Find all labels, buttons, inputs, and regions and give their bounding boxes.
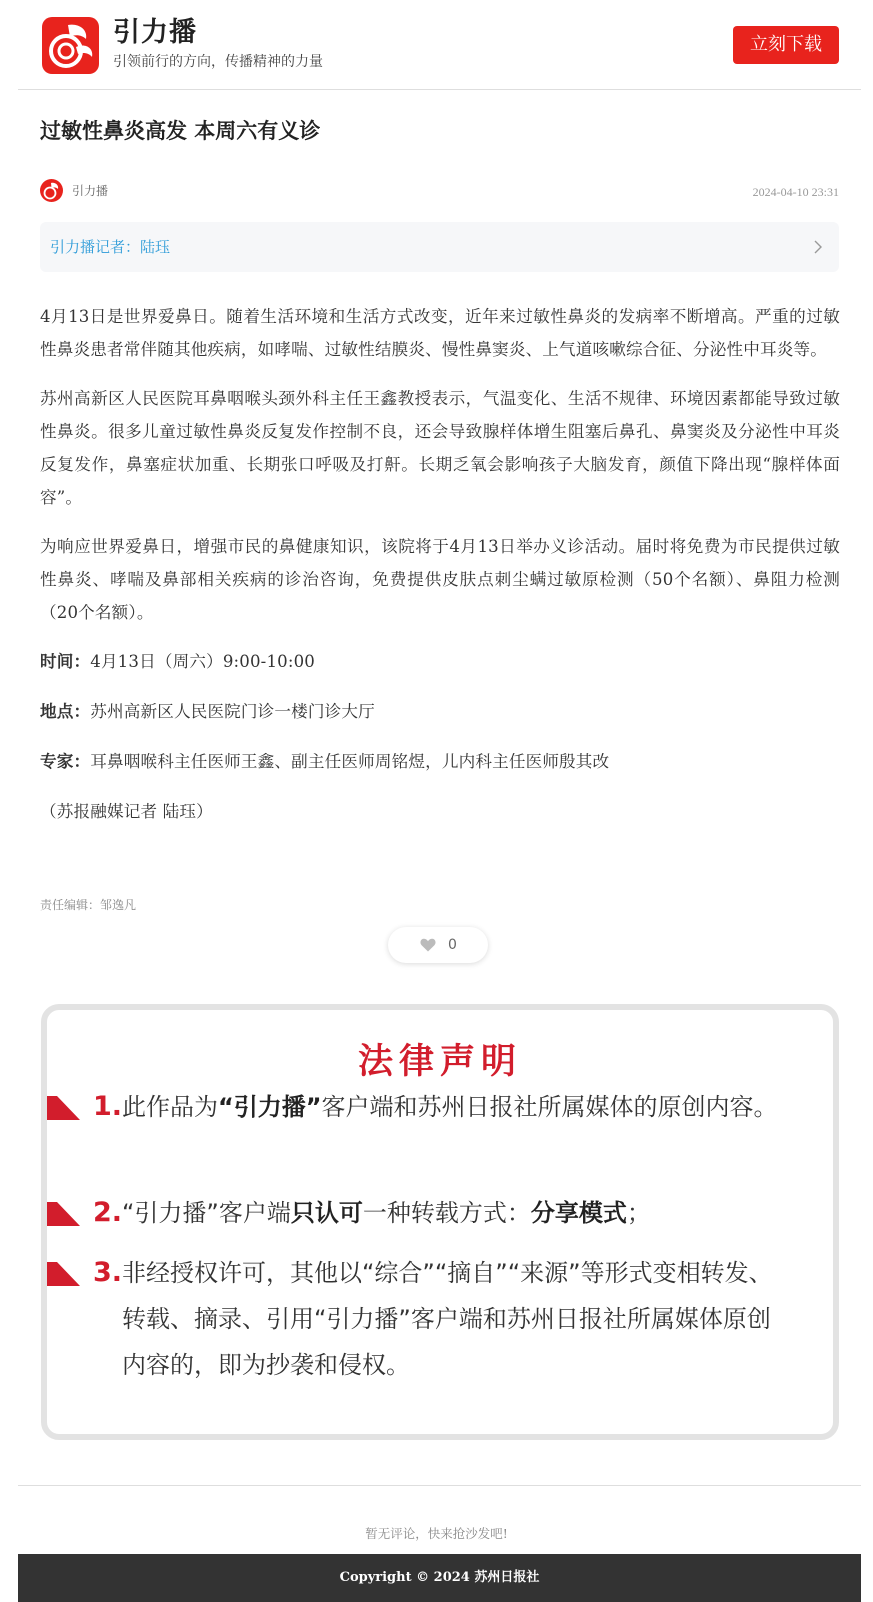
article-paragraph: 苏州高新区人民医院耳鼻咽喉头颈外科主任王鑫教授表示，气温变化、生活不规律、环境因素都能导致过敏性鼻炎。很多儿童过敏性鼻炎反复发作控制不良，还会导致腺样体增生阻塞后鼻孔、鼻窦炎及分泌性中耳炎反复发作，鼻塞症状加重、长期张口呼吸及打鼾。长期乏氧会影响孩子大脑发育，颜值下降出现“腺样体面容”。 (40, 389, 840, 507)
info-label: 专家： (40, 751, 91, 771)
legal-text-part: 一种转载方式： (362, 1199, 531, 1227)
like-count: 0 (448, 937, 457, 953)
footer-divider (18, 1485, 861, 1486)
red-flag-icon (47, 1202, 80, 1226)
yinlibo-logo-icon[interactable] (42, 17, 99, 74)
red-flag-icon (47, 1262, 80, 1286)
event-experts (40, 745, 840, 778)
download-button[interactable]: 立刻下载 (733, 26, 839, 64)
legal-notice-card (41, 1004, 839, 1440)
article-byline: （苏报融媒记者 陆珏） (40, 802, 213, 821)
publish-time: 2024-04-10 23:31 (752, 185, 839, 199)
legal-title: 法律声明 (357, 1042, 522, 1082)
legal-item-number: 1. (93, 1091, 123, 1122)
legal-text-part: 客户端和苏州日报社所属媒体的原创内容。 (321, 1093, 778, 1121)
legal-text-emphasis: “引力播” (218, 1093, 322, 1121)
article-body (40, 300, 840, 844)
info-label: 地点： (40, 701, 91, 721)
legal-text-emphasis: 分享模式 (530, 1199, 627, 1227)
brand-name: 引力播 (113, 17, 197, 48)
article-paragraph: 4月13日是世界爱鼻日。随着生活环境和生活方式改变，近年来过敏性鼻炎的发病率不断增高。严重的过敏性鼻炎患者常伴随其他疾病，如哮喘、过敏性结膜炎、慢性鼻窦炎、上气道咳嗽综合征、分泌性中耳炎等。 (40, 307, 840, 359)
copyright-bar: Copyright © 2024 苏州日报社 (18, 1554, 861, 1602)
article-paragraph: 为响应世界爱鼻日，增强市民的鼻健康知识，该院将于4月13日举办义诊活动。届时将免费为市民提供过敏性鼻炎、哮喘及鼻部相关疾病的诊治咨询，免费提供皮肤点刺尘螨过敏原检测（50个名额）、鼻阻力检测（20个名额）。 (40, 537, 840, 622)
article-title: 过敏性鼻炎高发 本周六有义诊 (40, 119, 321, 143)
legal-text-part: “引力播”客户端 (122, 1199, 291, 1227)
responsible-editor: 责任编辑：邹逸凡 (40, 898, 137, 912)
header-divider (18, 89, 861, 90)
info-value: 苏州高新区人民医院门诊一楼门诊大厅 (90, 702, 375, 721)
legal-item-number: 3. (93, 1257, 123, 1288)
info-label: 时间： (40, 651, 91, 671)
app-header (0, 0, 873, 90)
heart-icon (420, 938, 436, 952)
author-avatar-icon (40, 179, 63, 202)
legal-item-text (122, 1190, 792, 1236)
reporter-label: 引力播记者：陆珏 (50, 238, 171, 256)
legal-item-number: 2. (93, 1197, 123, 1228)
info-value: 4月13日（周六）9:00-10:00 (90, 652, 316, 671)
brand-slogan: 引领前行的方向，传播精神的力量 (113, 54, 323, 70)
no-comments-text: 暂无评论，快来抢沙发吧! (365, 1526, 508, 1541)
author-name[interactable]: 引力播 (72, 184, 109, 198)
red-flag-icon (47, 1096, 80, 1120)
legal-item-text (122, 1084, 792, 1130)
chevron-right-icon (811, 239, 825, 255)
event-location (40, 695, 840, 728)
event-time (40, 645, 840, 678)
legal-text-part: 此作品为 (122, 1093, 218, 1121)
reporter-bar[interactable] (40, 222, 839, 272)
info-value: 耳鼻咽喉科主任医师王鑫、副主任医师周铭煜，儿内科主任医师殷其改 (90, 752, 610, 771)
legal-item-text (122, 1250, 792, 1388)
like-button[interactable] (388, 927, 488, 963)
legal-text-emphasis: 只认可 (290, 1199, 363, 1227)
legal-text-part: 非经授权许可，其他以“综合”“摘自”“来源”等形式变相转发、转载、摘录、引用“引力播”客户端和苏州日报社所属媒体原创内容的，即为抄袭和侵权。 (122, 1259, 773, 1379)
legal-text-part: ； (626, 1199, 651, 1227)
